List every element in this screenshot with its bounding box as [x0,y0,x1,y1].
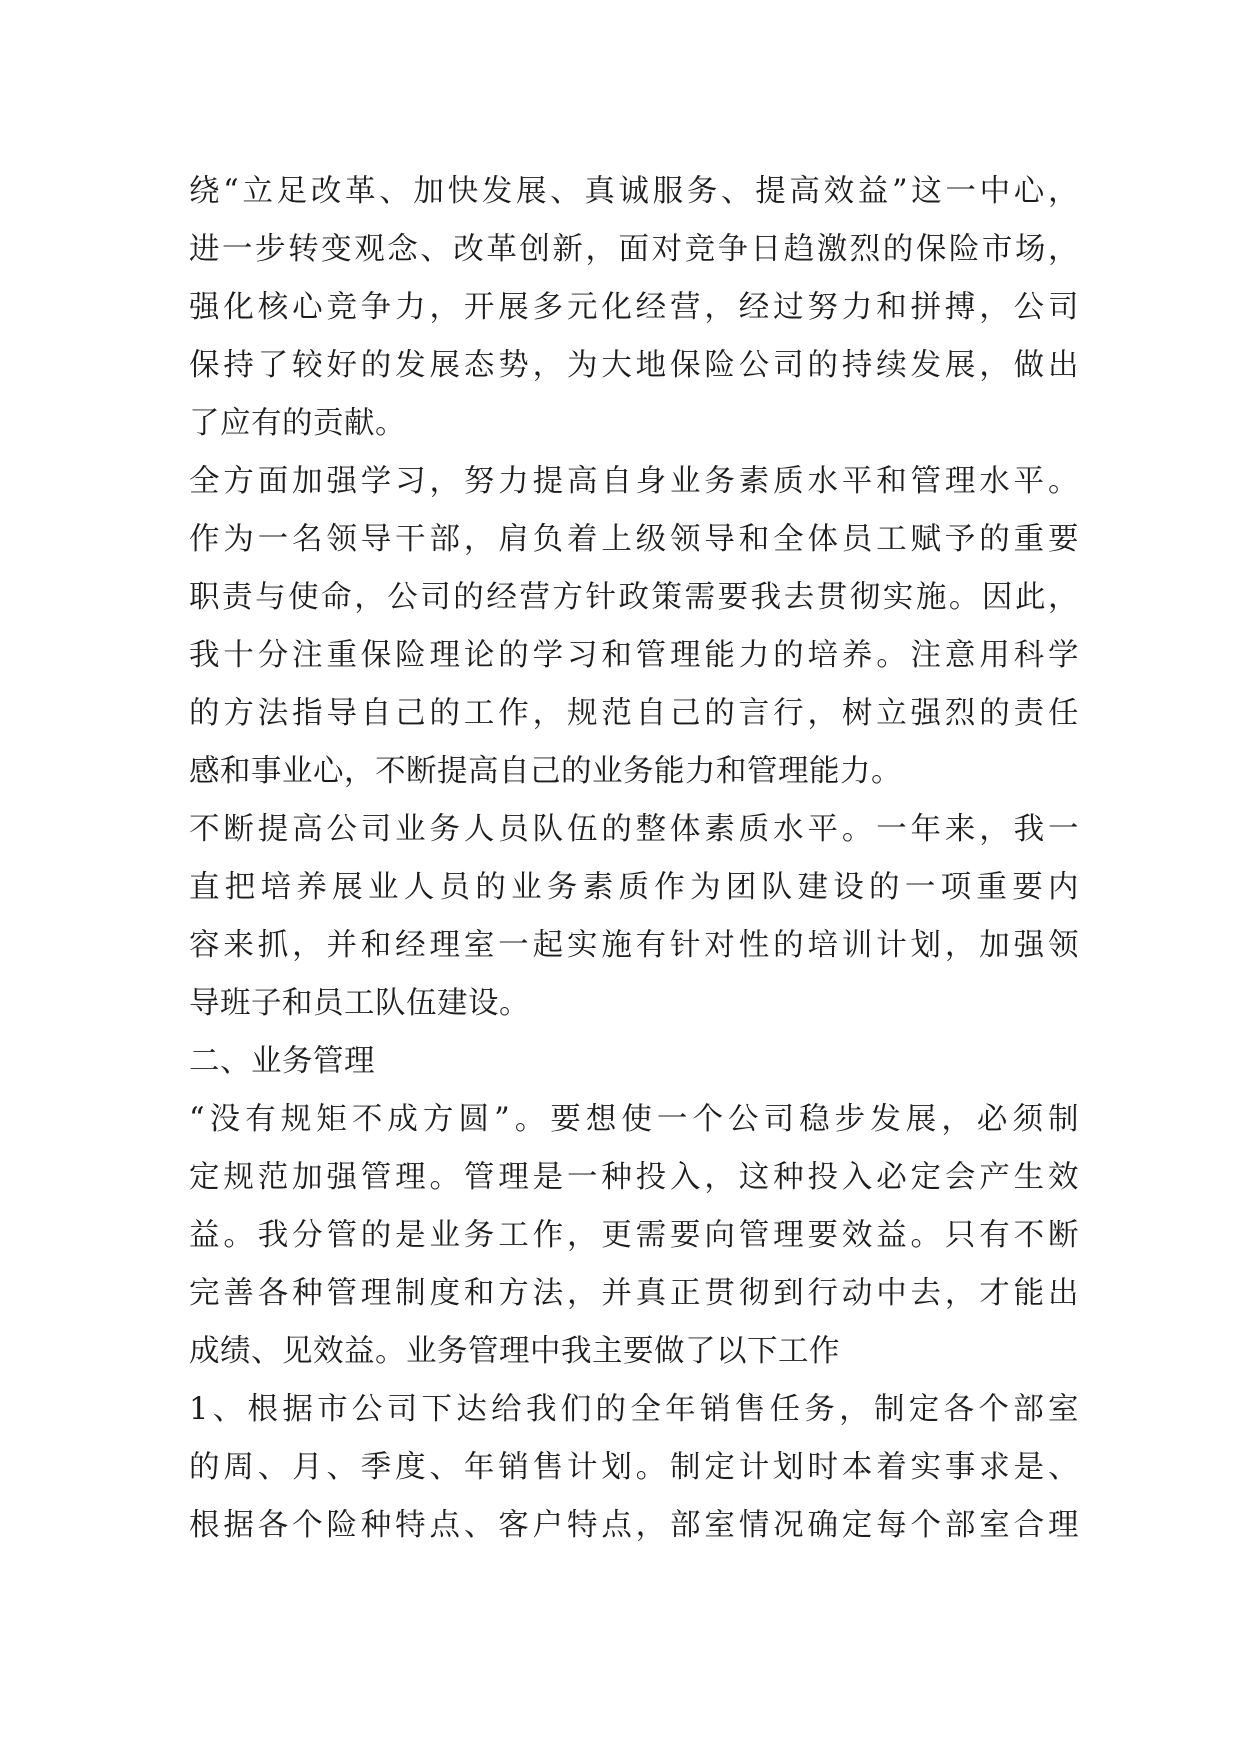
text-line: 了应有的贡献。 [189,406,406,441]
text-line: 成绩、见效益。业务管理中我主要做了以下工作 [189,1334,840,1369]
text-line: 益。我分管的是业务工作，更需要向管理要效益。只有不断 [189,1218,1079,1253]
text-line: 不断提高公司业务人员队伍的整体素质水平。一年来，我一 [189,812,1079,847]
text-line: 导班子和员工队伍建设。 [189,986,530,1021]
text-line: “没有规矩不成方圆”。要想使一个公司稳步发展，必须制 [189,1102,1079,1137]
text-line: 我十分注重保险理论的学习和管理能力的培养。注意用科学 [189,638,1079,673]
text-line: 作为一名领导干部，肩负着上级领导和全体员工赋予的重要 [189,522,1079,557]
text-line: 绕“立足改革、加快发展、真诚服务、提高效益”这一中心， [189,174,1079,209]
text-line: 保持了较好的发展态势，为大地保险公司的持续发展，做出 [189,348,1079,383]
text-line: 强化核心竞争力，开展多元化经营，经过努力和拼搏，公司 [189,290,1079,325]
text-line: 1、根据市公司下达给我们的全年销售任务，制定各个部室 [189,1392,1079,1427]
text-line: 感和事业心，不断提高自己的业务能力和管理能力。 [189,754,902,789]
text-line: 直把培养展业人员的业务素质作为团队建设的一项重要内 [189,870,1079,905]
text-line: 全方面加强学习，努力提高自身业务素质水平和管理水平。 [189,464,1079,499]
text-line: 定规范加强管理。管理是一种投入，这种投入必定会产生效 [189,1160,1079,1195]
text-line: 完善各种管理制度和方法，并真正贯彻到行动中去，才能出 [189,1276,1079,1311]
text-line: 容来抓，并和经理室一起实施有针对性的培训计划，加强领 [189,928,1079,963]
text-line: 职责与使命，公司的经营方针政策需要我去贯彻实施。因此， [189,580,1079,615]
text-line: 根据各个险种特点、客户特点，部室情况确定每个部室合理 [189,1508,1079,1543]
document-body [189,163,1079,1555]
text-line: 的方法指导自己的工作，规范自己的言行，树立强烈的责任 [189,696,1079,731]
section-heading: 二、业务管理 [189,1044,375,1079]
text-line: 进一步转变观念、改革创新，面对竞争日趋激烈的保险市场， [189,232,1079,267]
text-line: 的周、月、季度、年销售计划。制定计划时本着实事求是、 [189,1450,1079,1485]
